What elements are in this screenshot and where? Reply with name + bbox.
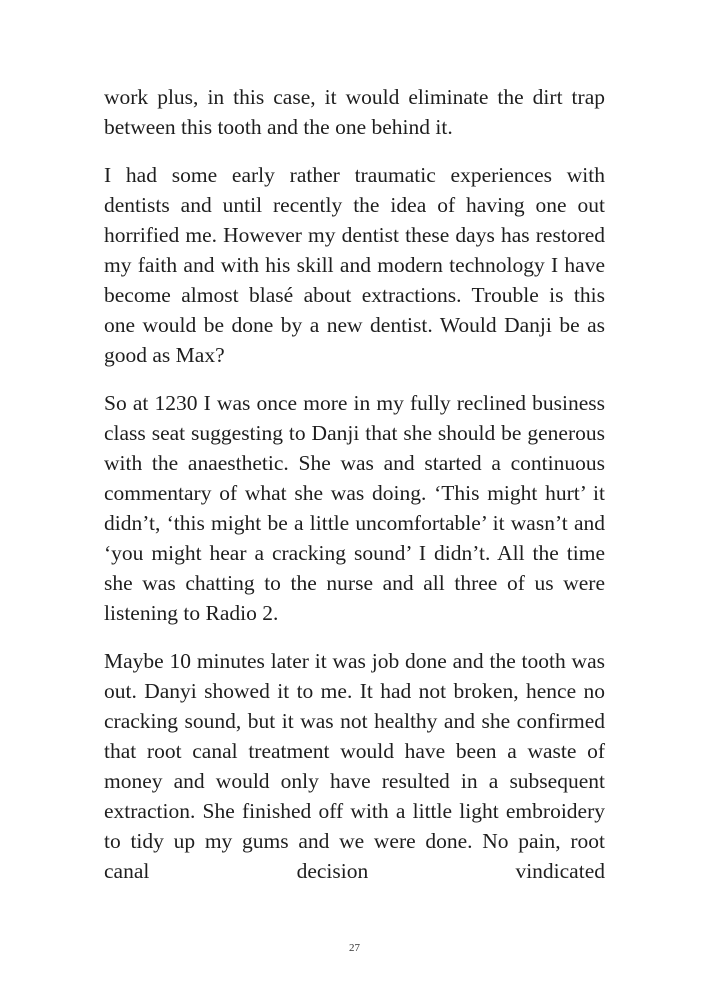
paragraph: So at 1230 I was once more in my fully reclined business class seat suggesting to Danji that she should be generous with the anaesthetic. She was and started a continuous commentary of what she was doing. ‘This might hurt’ it didn’t, ‘this might be a little uncomfortable’ it wasn’t and ‘you might hear a cracking sound’ I didn’t. All the time she was chatting to the nurse and all three of us were listening to Radio 2. — [104, 391, 605, 625]
paragraph: Maybe 10 minutes later it was job done and the tooth was out. Danyi showed it to me. It had not broken, hence no cracking sound, but it was not healthy and she confirmed that root canal treatment would have been a waste of money and would only have resulted in a subsequent extraction. She finished off with a little light embroidery to tidy up my gums and we were done. No pain, root canal decision vindicated — [104, 649, 605, 883]
paragraph: work plus, in this case, it would eliminate the dirt trap between this tooth and the one behind it. — [104, 85, 605, 139]
paragraph: I had some early rather traumatic experiences with dentists and until recently the idea of having one out horrified me. However my dentist these days has restored my faith and with his skill and modern technology I have become almost blasé about extractions. Trouble is this one would be done by a new dentist. Would Danji be as good as Max? — [104, 163, 605, 367]
body-text — [104, 82, 605, 904]
page-number: 27 — [349, 942, 360, 954]
